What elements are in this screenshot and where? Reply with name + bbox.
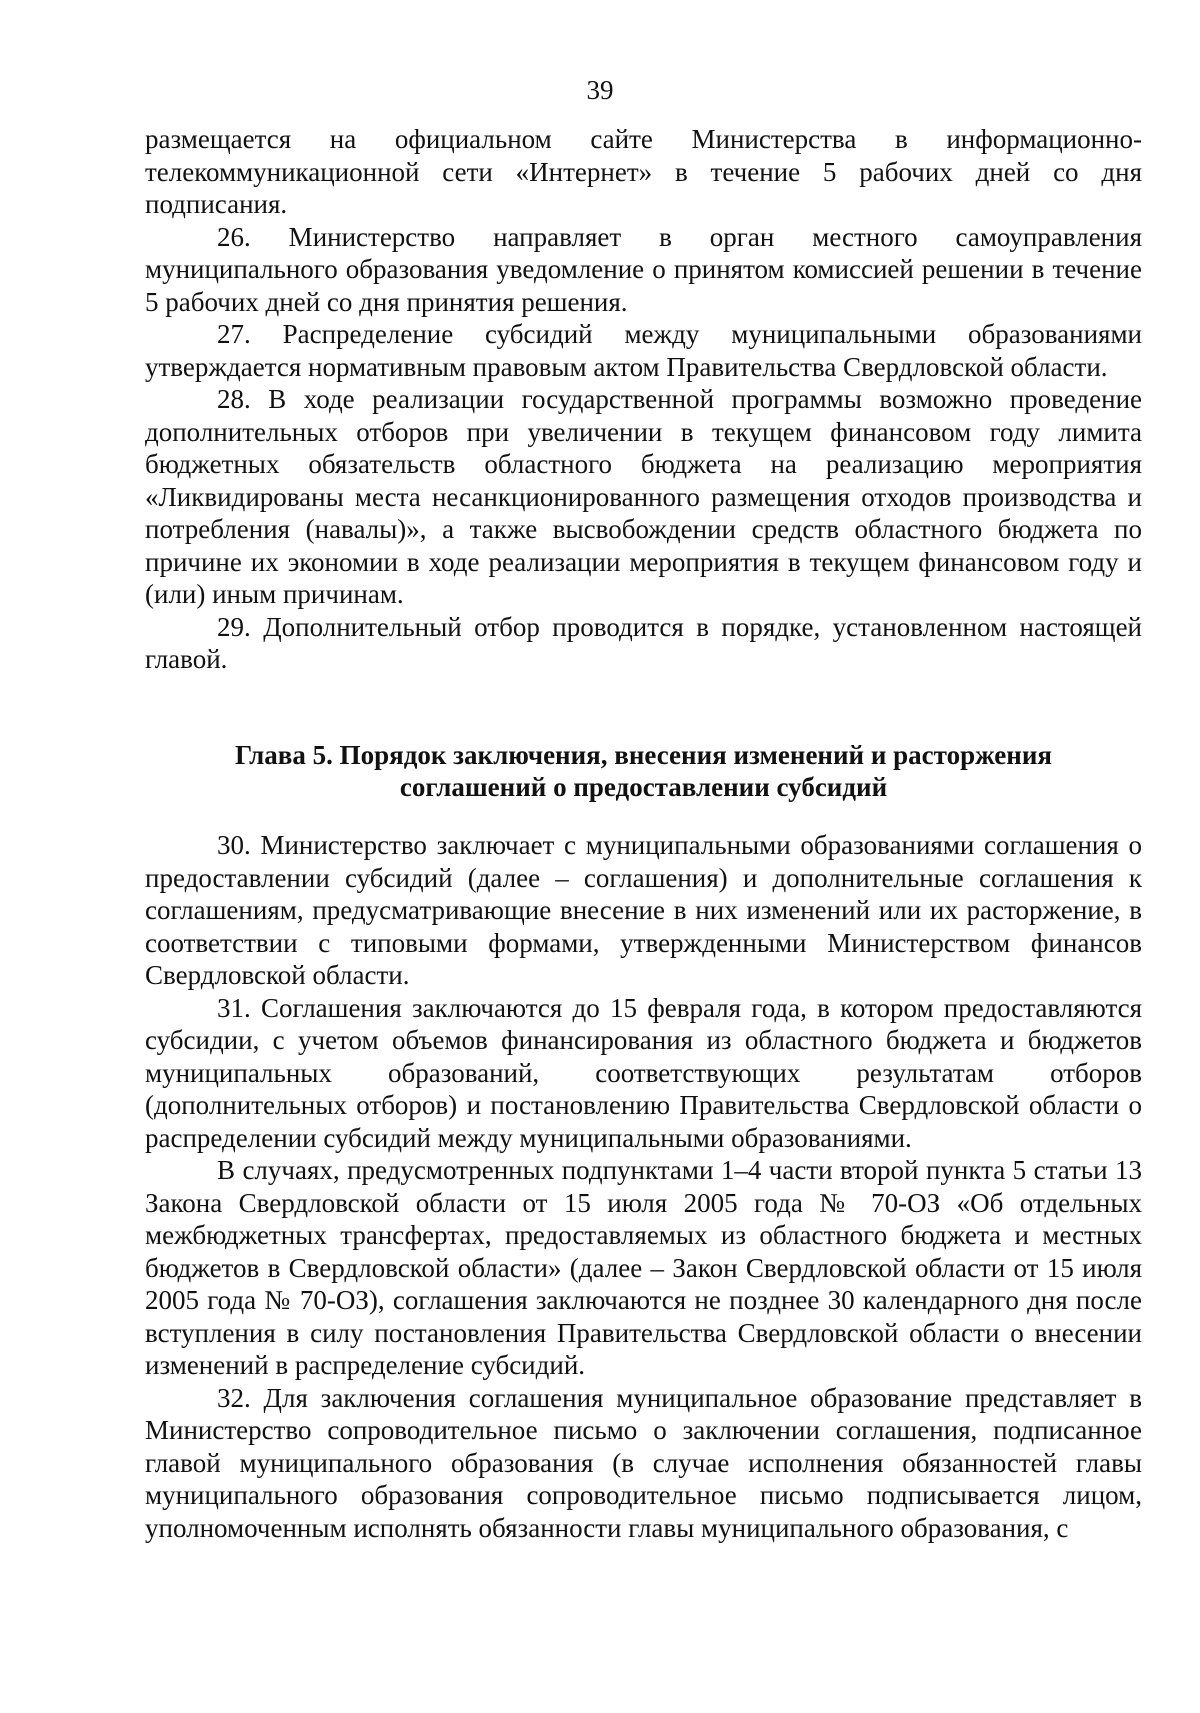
paragraph-31-cases: В случаях, предусмотренных подпунктами 1–4 части второй пункта 5 статьи 13 Закона Свердловской области от 15 июля 2005 года № 70-ОЗ «Об отдельных межбюджетных трансфертах, предоставляемых из областного бюджета и местных бюджетов в Свердловской области» (далее – Закон Свердловской области от 15 июля 2005 года № 70-ОЗ), соглашения заключаются не позднее 30 календарного дня после вступления в силу постановления Правительства Свердловской области о внесении изменений в распределение субсидий. bbox=[145, 1155, 1142, 1380]
paragraph-26: 26. Министерство направляет в орган местного самоуправления муниципального образования уведомление о принятом комиссией решении в течение 5 рабочих дней со дня принятия решения. bbox=[145, 221, 1142, 317]
paragraph-32: 32. Для заключения соглашения муниципальное образование представляет в Министерство сопроводительное письмо о заключении соглашения, подписанное главой муниципального образования (в случае исполнения обязанностей главы муниципального образования сопроводительное письмо подписывается лицом, уполномоченным исполнять обязанности главы муниципального образования, с bbox=[145, 1382, 1142, 1543]
paragraph-30: 30. Министерство заключает с муниципальными образованиями соглашения о предоставлении субсидий (далее – соглашения) и дополнительные соглашения к соглашениям, предусматривающие внесение в них изменений или их расторжение, в соответствии с типовыми формами, утвержденными Министерством финансов Свердловской области. bbox=[145, 830, 1142, 990]
paragraph-28: 28. В ходе реализации государственной программы возможно проведение дополнительных отборов при увеличении в текущем финансовом году лимита бюджетных обязательств областного бюджета на реализацию мероприятия «Ликвидированы места несанкционированного размещения отходов производства и потребления (навалы)», а также высвобождении средств областного бюджета по причине их экономии в ходе реализации мероприятия в текущем финансовом году и (или) иным причинам. bbox=[145, 384, 1142, 609]
paragraph-27: 27. Распределение субсидий между муниципальными образованиями утверждается нормативным правовым актом Правительства Свердловской области. bbox=[145, 319, 1142, 382]
text-block-bottom bbox=[145, 829, 1142, 1544]
page-number: 39 bbox=[586, 75, 614, 105]
paragraph-29: 29. Дополнительный отбор проводится в порядке, установленном настоящей главой. bbox=[145, 611, 1142, 674]
chapter-heading-line-1: Глава 5. Порядок заключения, внесения изменений и расторжения bbox=[234, 740, 1053, 770]
text-block-top bbox=[145, 123, 1142, 676]
paragraph-31: 31. Соглашения заключаются до 15 февраля года, в котором предоставляются субсидии, с учетом объемов финансирования из областного бюджета и бюджетов муниципальных образований, соответствующих результатам отборов (дополнительных отборов) и постановлению Правительства Свердловской области о распределении субсидий между муниципальными образованиями. bbox=[145, 992, 1142, 1153]
paragraph-continuation: размещается на официальном сайте Министерства в информационно-телекоммуникационной сети «Интернет» в течение 5 рабочих дней со дня подписания. bbox=[145, 124, 1142, 219]
chapter-heading-line-2: соглашений о предоставлении субсидий bbox=[399, 772, 888, 802]
chapter-heading bbox=[145, 739, 1142, 803]
